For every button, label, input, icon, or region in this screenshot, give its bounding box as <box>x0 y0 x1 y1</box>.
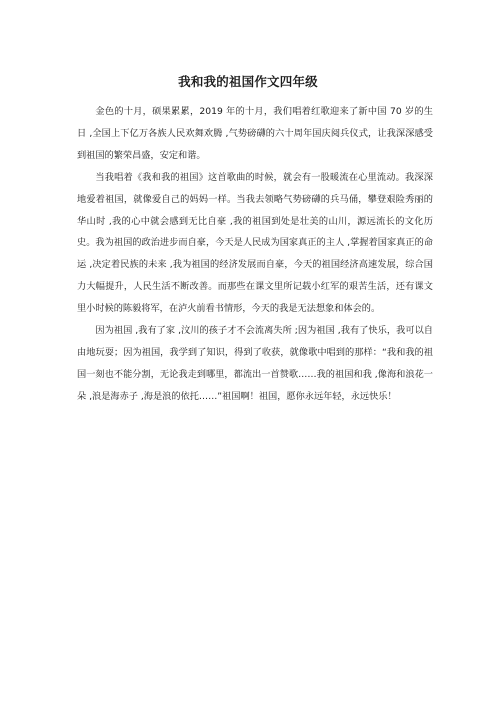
paragraph-2: 当我唱着《我和我的祖国》这首歌曲的时候，就会有一股暖流在心里流动。我深深地爱着祖国，就像爱自己的妈妈一样。当我去领略气势磅礴的兵马俑，攀登艰险秀丽的华山时 ,我的心中就会感到无比自豪 ,我的祖国到处是壮美的山川，源远流长的文化历史。我为祖国的政治进步而自豪，今天是人民成为国家真正的主人 ,掌握着国家真正的命运 ,决定着民族的未来 ,我为祖国的经济发展而自豪，今天的祖国经济高速发展，综合国力大幅提升，人民生活不断改善。而那些在课文里所记载小红军的艰苦生活，还有课文里小时候的陈毅将军，在泸火前看书情形，今天的我是无法想象和体会的。 <box>77 171 433 315</box>
document-body <box>77 101 433 408</box>
paragraph-3: 因为祖国 ,我有了家 ,汶川的孩子才不会流离失所 ;因为祖国 ,我有了快乐，我可以自由地玩耍；因为祖国，我学到了知识，得到了收获，就像歌中唱到的那样：“我和我的祖国一刻也不能分割，无论我走到哪里，都流出一首赞歌……我的祖国和我 ,像海和浪花一朵 ,浪是海赤子 ,海是浪的依托……”祖国啊！祖国，愿你永远年轻，永远快乐！ <box>77 325 433 402</box>
document-title: 我和我的祖国作文四年级 <box>178 74 318 89</box>
paragraph-1: 金色的十月，硕果累累，2019 年的十月，我们唱着红歌迎来了新中国 70 岁的生日 ,全国上下亿万各族人民欢舞欢腾 ,气势磅礴的六十周年国庆阅兵仪式，让我深深感受到祖国的繁荣昌盛，安定和谐。 <box>77 106 433 161</box>
